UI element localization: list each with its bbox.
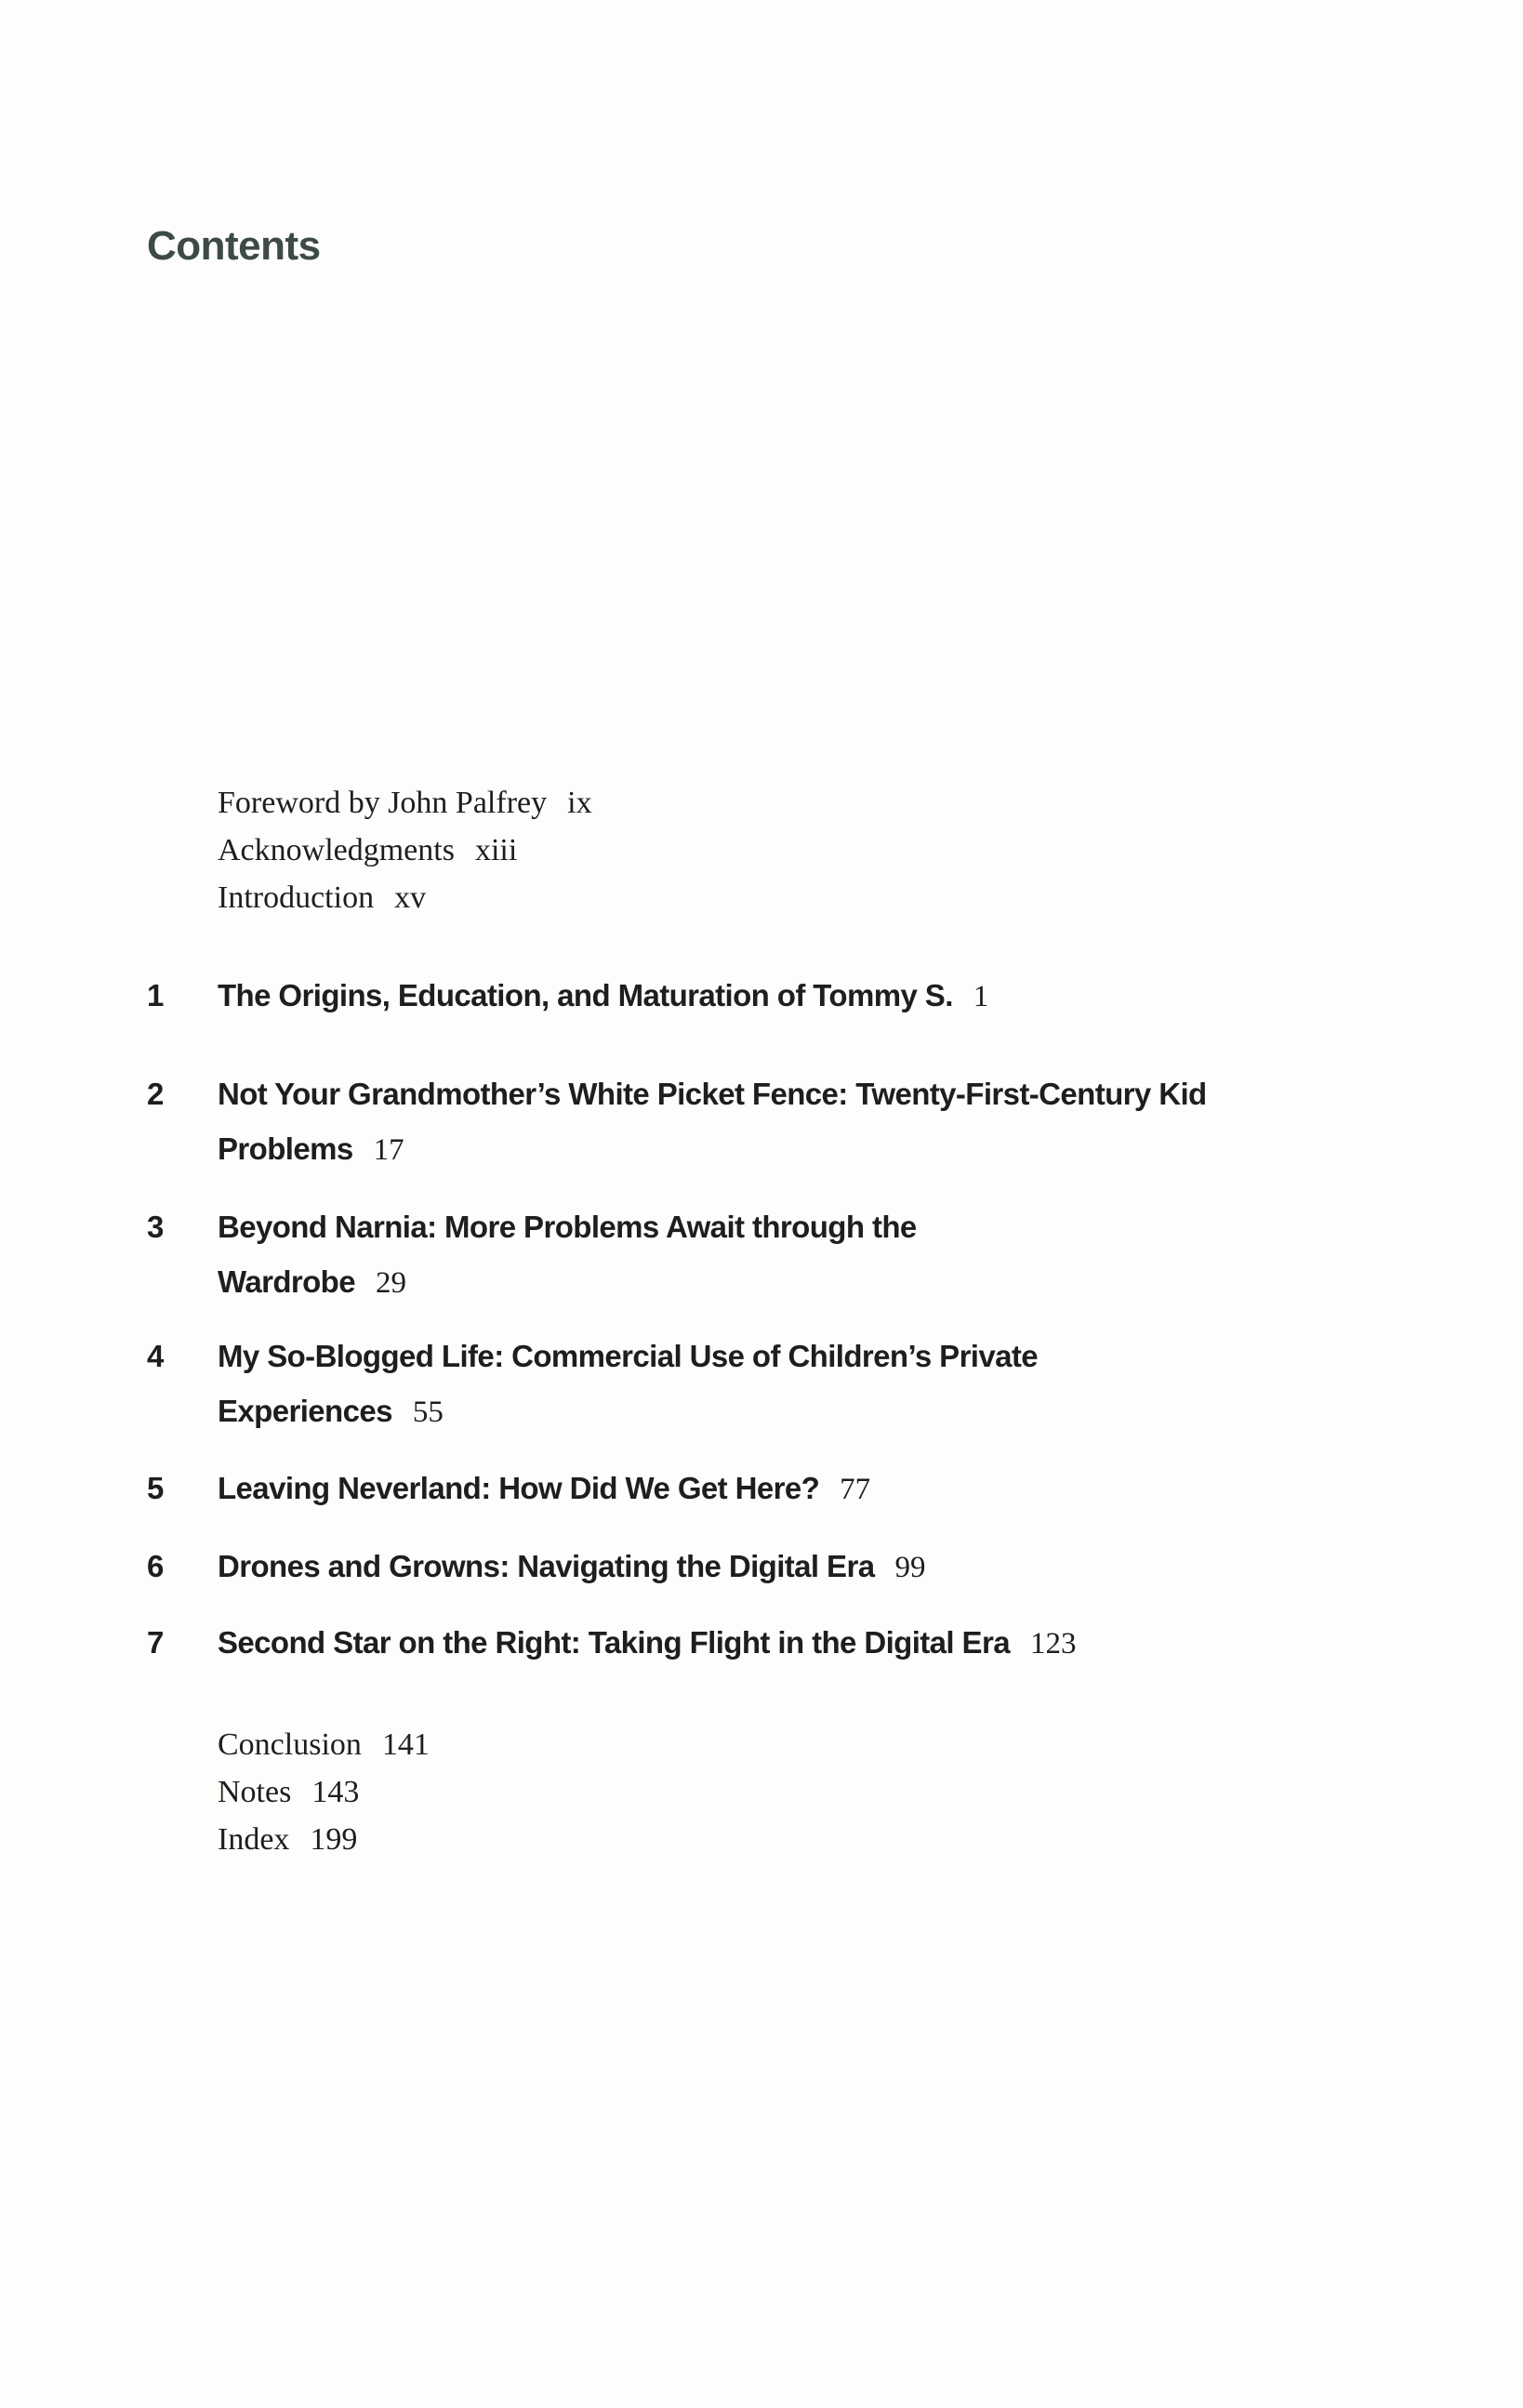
chapter-number: 5 [147,1471,164,1505]
toc-chapter-3[interactable] [147,1199,1356,1311]
chapter-title: Drones and Growns: Navigating the Digital Era [218,1549,875,1583]
toc-chapter-2[interactable] [147,1066,1356,1178]
page-number: 123 [1029,1627,1077,1660]
chapter-title: Beyond Narnia: More Problems Await through the Wardrobe [218,1210,917,1299]
toc-chapter-7[interactable] [147,1615,1356,1672]
page-number: 199 [310,1822,358,1857]
toc-chapter-4[interactable] [147,1329,1356,1440]
page-number: 17 [373,1133,404,1167]
chapter-title: My So-Blogged Life: Commercial Use of Children’s Private Experiences [218,1339,1039,1428]
entry-label: Index [218,1822,290,1857]
page-number: 77 [840,1473,871,1506]
entry-label: Acknowledgments [218,833,455,867]
toc-entry-index[interactable] [218,1816,430,1863]
page-number: 1 [973,980,989,1013]
toc-chapter-1[interactable] [147,968,1356,1025]
front-matter-list [218,779,592,921]
page-number: 29 [376,1266,406,1300]
page-number: 55 [412,1396,444,1429]
toc-entry-notes[interactable] [218,1768,430,1816]
chapter-number: 7 [147,1625,164,1660]
entry-label: Conclusion [218,1727,362,1762]
toc-entry-conclusion[interactable] [218,1721,430,1768]
entry-label: Foreword by John Palfrey [218,786,548,820]
toc-entry-acknowledgments[interactable] [218,827,592,874]
chapter-title: Leaving Neverland: How Did We Get Here? [218,1471,820,1505]
toc-chapter-6[interactable] [147,1539,1356,1595]
page-number: ix [567,786,592,820]
entry-label: Introduction [218,880,375,915]
page-number: 143 [311,1775,360,1809]
page-number: xiii [474,833,518,867]
chapter-number: 3 [147,1210,164,1244]
chapter-number: 6 [147,1549,164,1583]
toc-chapter-5[interactable] [147,1461,1356,1517]
page-number: xv [394,880,427,915]
entry-label: Notes [218,1775,292,1809]
toc-entry-introduction[interactable] [218,874,592,921]
page-title: Contents [147,223,321,269]
page-number: 141 [381,1727,430,1762]
back-matter-list [218,1721,430,1863]
chapter-title: The Origins, Education, and Maturation of Tommy S. [218,978,953,1012]
chapter-number: 4 [147,1339,164,1373]
toc-entry-foreword[interactable] [218,779,592,827]
chapter-title: Second Star on the Right: Taking Flight in the Digital Era [218,1625,1010,1660]
chapter-number: 1 [147,978,164,1012]
chapter-title: Not Your Grandmother’s White Picket Fence: Twenty-First-Century Kid Problems [218,1077,1207,1166]
page-number: 99 [894,1551,926,1584]
chapter-number: 2 [147,1077,164,1111]
